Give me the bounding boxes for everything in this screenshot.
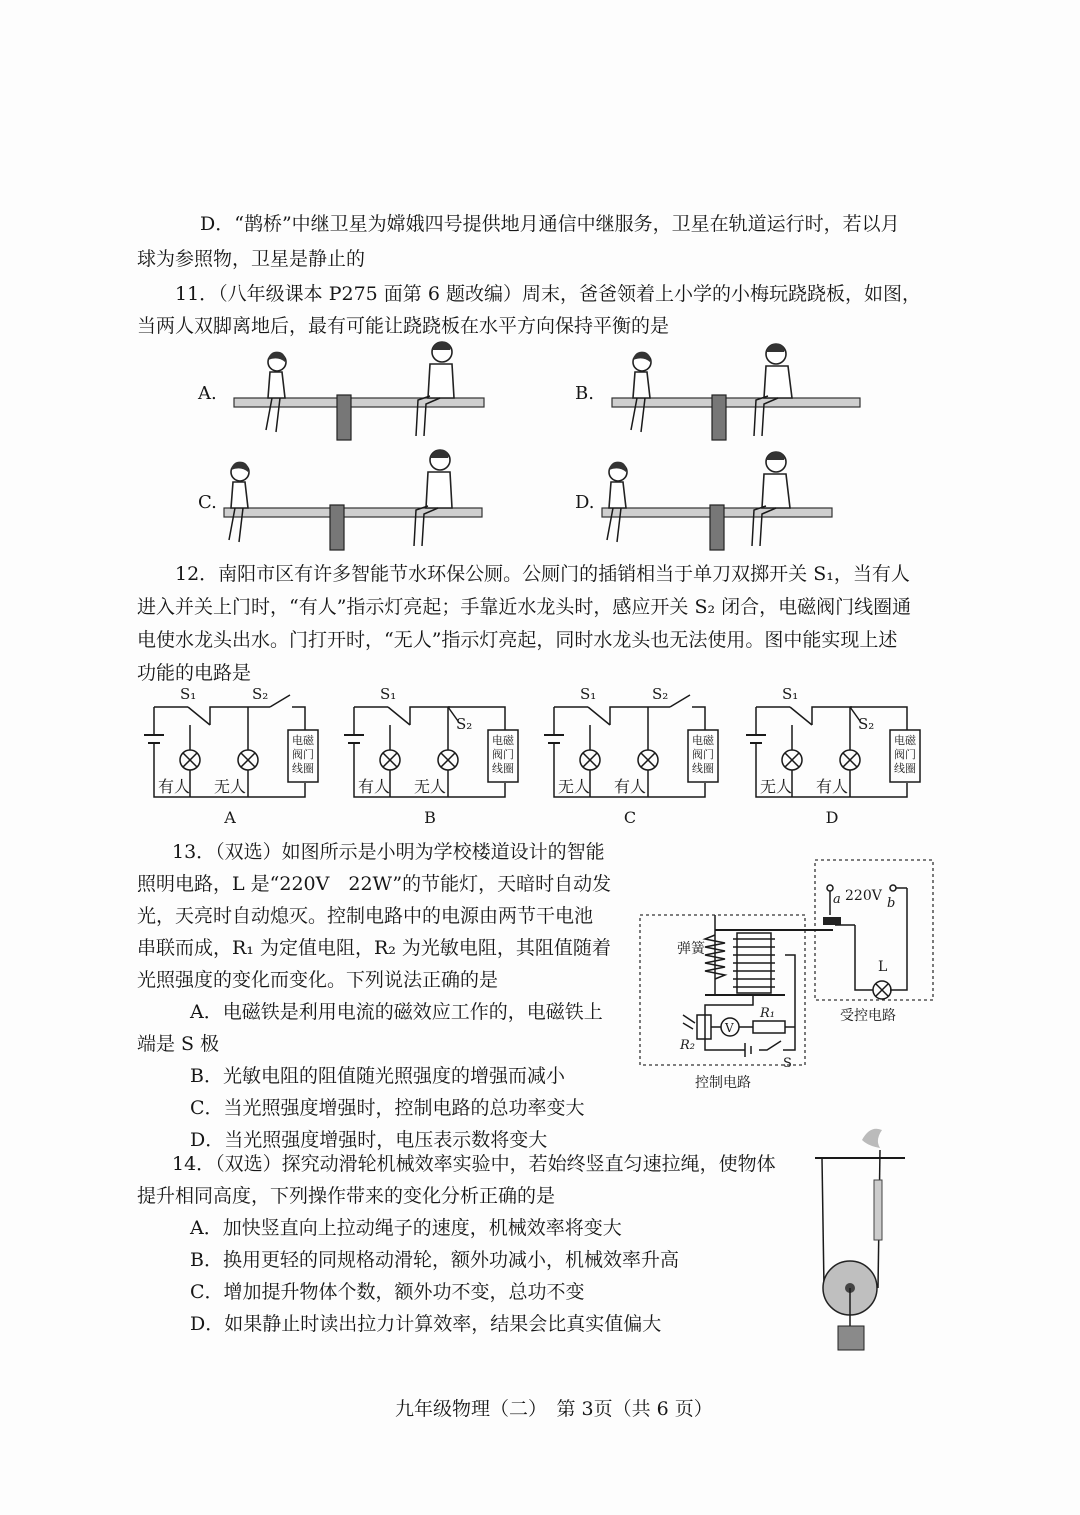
seesaw-figure-c xyxy=(220,450,490,555)
switch-s2 xyxy=(670,695,690,707)
wire xyxy=(855,925,873,990)
seesaw-figure-b xyxy=(608,340,868,445)
coil-label: 线圈 xyxy=(894,762,916,775)
q13-stem-line4: 串联而成，R₁ 为定值电阻，R₂ 为光敏电阻，其阻值随着 xyxy=(137,937,611,959)
q14-option-b: B．换用更轻的同规格动滑轮，额外功减小，机械效率升高 xyxy=(190,1249,679,1271)
coil-label: 线圈 xyxy=(492,762,514,775)
terminal-b xyxy=(890,885,896,891)
right-lamp-label: 无人 xyxy=(214,777,247,796)
switch-s xyxy=(759,1041,781,1050)
q13-stem-line5: 光照强度的变化而变化。下列说法正确的是 xyxy=(137,969,499,991)
right-lamp-label: 有人 xyxy=(816,777,849,796)
coil-label: 电磁 xyxy=(492,734,514,747)
switch-label: S xyxy=(783,1056,792,1071)
q14-stem-line1: 14．（双选）探究动滑轮机械效率实验中，若始终竖直匀速拉绳，使物体 xyxy=(172,1153,776,1175)
right-lamp-label: 有人 xyxy=(614,777,647,796)
wire xyxy=(292,707,305,730)
coil-label: 阀门 xyxy=(292,748,314,761)
seesaw-figure-d xyxy=(598,450,858,555)
q11-stem-line1: 11．（八年级课本 P275 面第 6 题改编）周末，爸爸领着上小学的小梅玩跷跷板，如图， xyxy=(175,283,921,305)
switch-s2 xyxy=(270,695,290,707)
circuit-letter: C xyxy=(623,808,637,827)
spring-scale xyxy=(874,1180,882,1240)
circuit-letter: A xyxy=(224,808,236,827)
battery xyxy=(144,735,164,743)
coil-label: 电磁 xyxy=(292,734,314,747)
q13-option-a-line2: 端是 S 极 xyxy=(137,1033,220,1055)
coil-label: 阀门 xyxy=(692,748,714,761)
label-b: b xyxy=(887,896,896,911)
coil-label: 阀门 xyxy=(492,748,514,761)
father-figure xyxy=(416,342,454,436)
switch-s1 xyxy=(790,707,812,725)
rope-left xyxy=(822,1158,824,1288)
q11-option-b: B. xyxy=(575,383,594,404)
control-circuit-label: 控制电路 xyxy=(695,1075,751,1091)
terminal-a xyxy=(827,885,833,891)
seesaw-post xyxy=(710,505,724,550)
left-lamp-label: 有人 xyxy=(358,777,391,796)
s2-label: S₂ xyxy=(456,715,473,733)
seesaw-figure-a xyxy=(230,340,490,445)
battery xyxy=(344,735,364,743)
q13-option-b: B．光敏电阻的阻值随光照强度的增强而减小 xyxy=(190,1065,565,1087)
circuit-d xyxy=(742,685,932,825)
control-circuit-box xyxy=(640,915,805,1065)
q14-option-d: D．如果静止时读出拉力计算效率，结果会比真实值偏大 xyxy=(190,1313,662,1335)
seesaw-board xyxy=(612,398,860,407)
spring xyxy=(705,935,725,979)
lamp-label: L xyxy=(878,959,888,975)
seesaw-post xyxy=(330,505,344,550)
wire xyxy=(210,707,250,725)
weight-block xyxy=(838,1326,864,1350)
controlled-circuit-label: 受控电路 xyxy=(840,1008,896,1024)
electromagnet-coil xyxy=(733,939,775,987)
label-a: a xyxy=(833,892,841,907)
battery xyxy=(544,735,564,743)
q14-option-c: C．增加提升物体个数，额外功不变，总功不变 xyxy=(190,1281,585,1303)
wire xyxy=(812,707,852,725)
circuit-b xyxy=(340,685,530,825)
switch-s1 xyxy=(188,707,210,725)
coil-label: 线圈 xyxy=(292,762,314,775)
coil-label: 线圈 xyxy=(692,762,714,775)
switch-s1 xyxy=(588,707,610,725)
q14-stem-line2: 提升相同高度，下列操作带来的变化分析正确的是 xyxy=(137,1185,556,1207)
q10-option-d-line2: 球为参照物，卫星是静止的 xyxy=(137,248,366,270)
q11-option-d: D. xyxy=(575,492,595,513)
r2-label: R₂ xyxy=(680,1038,695,1053)
q11-option-c: C. xyxy=(198,492,217,513)
girl-figure xyxy=(607,462,627,542)
q13-stem-line1: 13．（双选）如图所示是小明为学校楼道设计的智能 xyxy=(172,841,605,863)
q12-stem-line4: 功能的电路是 xyxy=(137,662,252,684)
circuit-a xyxy=(140,685,330,825)
coil-label: 电磁 xyxy=(692,734,714,747)
s2-label: S₂ xyxy=(858,715,875,733)
q12-stem-line3: 电使水龙头出水。门打开时，“无人”指示灯亮起，同时水龙头也无法使用。图中能实现上述 xyxy=(137,629,898,651)
s2-label: S₂ xyxy=(252,685,269,703)
photoresistor-r2 xyxy=(697,1015,711,1039)
girl-figure xyxy=(631,352,651,432)
s1-label: S₁ xyxy=(180,685,197,703)
girl-figure xyxy=(266,352,286,432)
spring-scale-hand xyxy=(862,1129,882,1148)
wire xyxy=(610,707,650,725)
voltmeter-label: V xyxy=(725,1021,734,1035)
circuit-letter: D xyxy=(825,808,839,827)
circuit-c xyxy=(540,685,730,825)
battery xyxy=(746,735,766,743)
q14-option-a: A．加快竖直向上拉动绳子的速度，机械效率将变大 xyxy=(190,1217,622,1239)
s1-label: S₁ xyxy=(380,685,397,703)
q13-option-c: C．当光照强度增强时，控制电路的总功率变大 xyxy=(190,1097,585,1119)
s2-label: S₂ xyxy=(652,685,669,703)
coil-label: 电磁 xyxy=(894,734,916,747)
wire xyxy=(692,707,705,730)
q12-stem-line2: 进入并关上门时，“有人”指示灯亮起；手靠近水龙头时，感应开关 S₂ 闭合，电磁阀门线圈通 xyxy=(137,596,912,618)
right-lamp-label: 无人 xyxy=(414,777,447,796)
voltage-label: 220V xyxy=(845,888,882,904)
resistor-r1 xyxy=(753,1021,785,1033)
father-figure xyxy=(414,450,452,546)
q12-stem-line1: 12．南阳市区有许多智能节水环保公厕。公厕门的插销相当于单刀双掷开关 S₁，当有人 xyxy=(175,563,910,585)
left-lamp-label: 无人 xyxy=(558,777,591,796)
left-lamp-label: 无人 xyxy=(760,777,793,796)
father-figure xyxy=(754,344,792,436)
q13-option-d: D．当光照强度增强时，电压表示数将变大 xyxy=(190,1129,548,1151)
q13-option-a-line1: A．电磁铁是利用电流的磁效应工作的，电磁铁上 xyxy=(190,1001,603,1023)
q10-option-d-line1: D．“鹊桥”中继卫星为嫦娥四号提供地月通信中继服务，卫星在轨道运行时，若以月 xyxy=(200,213,900,235)
seesaw-post xyxy=(712,395,726,440)
spring-label: 弹簧 xyxy=(677,941,705,957)
left-lamp-label: 有人 xyxy=(158,777,191,796)
q13-stem-line3: 光，天亮时自动熄灭。控制电路中的电源由两节干电池 xyxy=(137,905,594,927)
switch-s1 xyxy=(388,707,410,725)
seesaw-board xyxy=(224,508,482,517)
q13-stem-line2: 照明电路，L 是“220V 22W”的节能灯，天暗时自动发 xyxy=(137,873,612,895)
circuit-letter: B xyxy=(424,808,436,827)
s1-label: S₁ xyxy=(782,685,799,703)
r1-label: R₁ xyxy=(760,1006,775,1021)
coil-label: 阀门 xyxy=(894,748,916,761)
q11-option-a: A. xyxy=(198,383,217,404)
q11-stem-line2: 当两人双脚离地后，最有可能让跷跷板在水平方向保持平衡的是 xyxy=(137,315,670,337)
s1-label: S₁ xyxy=(580,685,597,703)
q14-pulley-figure xyxy=(810,1120,910,1370)
seesaw-post xyxy=(337,395,351,440)
battery xyxy=(745,1043,751,1057)
girl-figure xyxy=(229,462,249,542)
contact-a xyxy=(823,917,841,925)
father-figure xyxy=(752,452,790,546)
q13-circuit-figure xyxy=(635,855,935,1095)
page-footer: 九年级物理（二） 第 3页（共 6 页） xyxy=(395,1398,713,1420)
wire xyxy=(410,707,450,725)
